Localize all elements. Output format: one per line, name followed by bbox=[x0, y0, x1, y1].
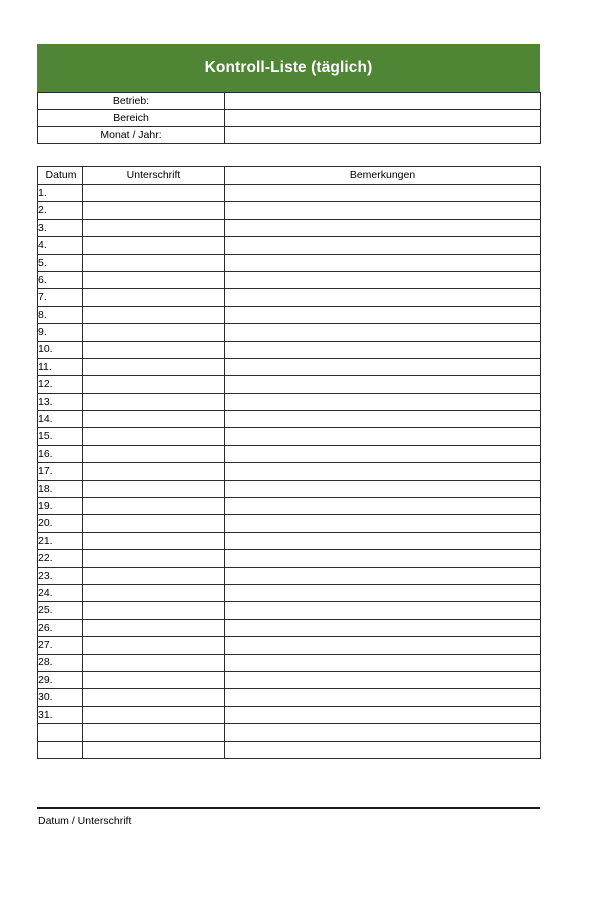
table-row bbox=[38, 219, 541, 236]
cell-signature[interactable] bbox=[83, 428, 225, 445]
cell-remarks[interactable] bbox=[225, 306, 541, 323]
cell-remarks[interactable] bbox=[225, 550, 541, 567]
cell-date: 19. bbox=[38, 498, 83, 515]
control-list-body bbox=[38, 185, 541, 759]
cell-remarks[interactable] bbox=[225, 445, 541, 462]
cell-signature[interactable] bbox=[83, 654, 225, 671]
table-row bbox=[38, 445, 541, 462]
cell-date: 8. bbox=[38, 306, 83, 323]
cell-signature[interactable] bbox=[83, 567, 225, 584]
cell-signature[interactable] bbox=[83, 271, 225, 288]
table-row bbox=[38, 393, 541, 410]
cell-date: 23. bbox=[38, 567, 83, 584]
cell-date: 21. bbox=[38, 532, 83, 549]
cell-date: 3. bbox=[38, 219, 83, 236]
cell-signature[interactable] bbox=[83, 324, 225, 341]
meta-row-monat-jahr bbox=[38, 127, 541, 144]
meta-fields-body bbox=[38, 93, 541, 144]
cell-date: 2. bbox=[38, 202, 83, 219]
cell-signature[interactable] bbox=[83, 515, 225, 532]
cell-remarks[interactable] bbox=[225, 237, 541, 254]
header-row bbox=[38, 167, 541, 185]
table-row bbox=[38, 480, 541, 497]
footer-divider bbox=[37, 807, 540, 809]
cell-signature[interactable] bbox=[83, 689, 225, 706]
cell-signature[interactable] bbox=[83, 185, 225, 202]
cell-date: 29. bbox=[38, 671, 83, 688]
meta-fields-table bbox=[37, 92, 541, 144]
table-row bbox=[38, 724, 541, 741]
cell-remarks[interactable] bbox=[225, 515, 541, 532]
cell-remarks[interactable] bbox=[225, 411, 541, 428]
cell-remarks[interactable] bbox=[225, 532, 541, 549]
cell-date: 24. bbox=[38, 584, 83, 601]
cell-remarks[interactable] bbox=[225, 671, 541, 688]
meta-row-betrieb bbox=[38, 93, 541, 110]
table-row bbox=[38, 654, 541, 671]
cell-signature[interactable] bbox=[83, 411, 225, 428]
cell-remarks[interactable] bbox=[225, 689, 541, 706]
cell-date: 30. bbox=[38, 689, 83, 706]
meta-row-bereich bbox=[38, 110, 541, 127]
cell-date: 25. bbox=[38, 602, 83, 619]
cell-signature[interactable] bbox=[83, 237, 225, 254]
cell-date: 1. bbox=[38, 185, 83, 202]
table-row bbox=[38, 358, 541, 375]
table-row bbox=[38, 271, 541, 288]
table-row bbox=[38, 463, 541, 480]
cell-remarks[interactable] bbox=[225, 358, 541, 375]
table-row bbox=[38, 185, 541, 202]
cell-date: 27. bbox=[38, 637, 83, 654]
cell-remarks[interactable] bbox=[225, 706, 541, 723]
cell-date: 11. bbox=[38, 358, 83, 375]
table-row bbox=[38, 671, 541, 688]
column-header-unterschrift: Unterschrift bbox=[83, 167, 225, 185]
control-list-table bbox=[37, 166, 541, 759]
cell-signature[interactable] bbox=[83, 393, 225, 410]
cell-date: 16. bbox=[38, 445, 83, 462]
cell-date: 22. bbox=[38, 550, 83, 567]
footer-label-datum-unterschrift: Datum / Unterschrift bbox=[38, 815, 132, 827]
column-header-bemerkungen: Bemerkungen bbox=[225, 167, 541, 185]
cell-remarks[interactable] bbox=[225, 271, 541, 288]
cell-date: 26. bbox=[38, 619, 83, 636]
cell-remarks[interactable] bbox=[225, 428, 541, 445]
cell-signature[interactable] bbox=[83, 306, 225, 323]
cell-remarks[interactable] bbox=[225, 324, 541, 341]
table-row bbox=[38, 706, 541, 723]
cell-date: 13. bbox=[38, 393, 83, 410]
cell-date bbox=[38, 724, 83, 741]
meta-value-bereich[interactable] bbox=[225, 110, 541, 127]
cell-remarks[interactable] bbox=[225, 463, 541, 480]
cell-signature[interactable] bbox=[83, 584, 225, 601]
table-row bbox=[38, 515, 541, 532]
table-row bbox=[38, 428, 541, 445]
cell-date: 9. bbox=[38, 324, 83, 341]
cell-signature[interactable] bbox=[83, 289, 225, 306]
table-row bbox=[38, 376, 541, 393]
cell-date: 15. bbox=[38, 428, 83, 445]
table-row bbox=[38, 237, 541, 254]
cell-signature[interactable] bbox=[83, 706, 225, 723]
cell-signature[interactable] bbox=[83, 741, 225, 758]
cell-signature[interactable] bbox=[83, 671, 225, 688]
cell-remarks[interactable] bbox=[225, 219, 541, 236]
cell-date: 6. bbox=[38, 271, 83, 288]
cell-signature[interactable] bbox=[83, 480, 225, 497]
table-row bbox=[38, 324, 541, 341]
table-row bbox=[38, 289, 541, 306]
meta-value-betrieb[interactable] bbox=[225, 93, 541, 110]
cell-remarks[interactable] bbox=[225, 341, 541, 358]
cell-remarks[interactable] bbox=[225, 498, 541, 515]
cell-remarks[interactable] bbox=[225, 480, 541, 497]
meta-value-monat-jahr[interactable] bbox=[225, 127, 541, 144]
cell-date: 17. bbox=[38, 463, 83, 480]
title-banner bbox=[37, 44, 540, 92]
cell-signature[interactable] bbox=[83, 550, 225, 567]
cell-remarks[interactable] bbox=[225, 584, 541, 601]
meta-label-monat-jahr: Monat / Jahr: bbox=[38, 127, 225, 144]
table-row bbox=[38, 741, 541, 758]
cell-signature[interactable] bbox=[83, 341, 225, 358]
cell-date: 12. bbox=[38, 376, 83, 393]
table-row bbox=[38, 532, 541, 549]
meta-label-betrieb: Betrieb: bbox=[38, 93, 225, 110]
table-row bbox=[38, 498, 541, 515]
meta-label-bereich: Bereich bbox=[38, 110, 225, 127]
cell-date: 10. bbox=[38, 341, 83, 358]
cell-remarks[interactable] bbox=[225, 724, 541, 741]
cell-signature[interactable] bbox=[83, 358, 225, 375]
cell-remarks[interactable] bbox=[225, 254, 541, 271]
cell-signature[interactable] bbox=[83, 637, 225, 654]
cell-date: 18. bbox=[38, 480, 83, 497]
table-row bbox=[38, 254, 541, 271]
table-row bbox=[38, 341, 541, 358]
cell-signature[interactable] bbox=[83, 619, 225, 636]
column-header-datum: Datum bbox=[38, 167, 83, 185]
cell-remarks[interactable] bbox=[225, 637, 541, 654]
cell-signature[interactable] bbox=[83, 532, 225, 549]
cell-date: 28. bbox=[38, 654, 83, 671]
cell-remarks[interactable] bbox=[225, 376, 541, 393]
table-row bbox=[38, 602, 541, 619]
cell-remarks[interactable] bbox=[225, 619, 541, 636]
cell-remarks[interactable] bbox=[225, 654, 541, 671]
cell-remarks[interactable] bbox=[225, 393, 541, 410]
cell-signature[interactable] bbox=[83, 445, 225, 462]
cell-date: 20. bbox=[38, 515, 83, 532]
cell-remarks[interactable] bbox=[225, 602, 541, 619]
cell-signature[interactable] bbox=[83, 376, 225, 393]
table-row bbox=[38, 637, 541, 654]
cell-remarks[interactable] bbox=[225, 289, 541, 306]
table-row bbox=[38, 584, 541, 601]
cell-signature[interactable] bbox=[83, 219, 225, 236]
table-row bbox=[38, 567, 541, 584]
cell-signature[interactable] bbox=[83, 724, 225, 741]
table-row bbox=[38, 689, 541, 706]
cell-date: 4. bbox=[38, 237, 83, 254]
table-row bbox=[38, 202, 541, 219]
cell-remarks[interactable] bbox=[225, 185, 541, 202]
cell-signature[interactable] bbox=[83, 254, 225, 271]
cell-signature[interactable] bbox=[83, 202, 225, 219]
cell-signature[interactable] bbox=[83, 602, 225, 619]
cell-date: 5. bbox=[38, 254, 83, 271]
cell-remarks[interactable] bbox=[225, 741, 541, 758]
cell-date: 7. bbox=[38, 289, 83, 306]
table-row bbox=[38, 411, 541, 428]
cell-signature[interactable] bbox=[83, 463, 225, 480]
table-row bbox=[38, 619, 541, 636]
table-row bbox=[38, 550, 541, 567]
table-row bbox=[38, 306, 541, 323]
cell-date: 31. bbox=[38, 706, 83, 723]
page-title: Kontroll-Liste (täglich) bbox=[204, 59, 373, 77]
control-list-header bbox=[38, 167, 541, 185]
cell-remarks[interactable] bbox=[225, 567, 541, 584]
cell-signature[interactable] bbox=[83, 498, 225, 515]
cell-date: 14. bbox=[38, 411, 83, 428]
cell-date bbox=[38, 741, 83, 758]
cell-remarks[interactable] bbox=[225, 202, 541, 219]
